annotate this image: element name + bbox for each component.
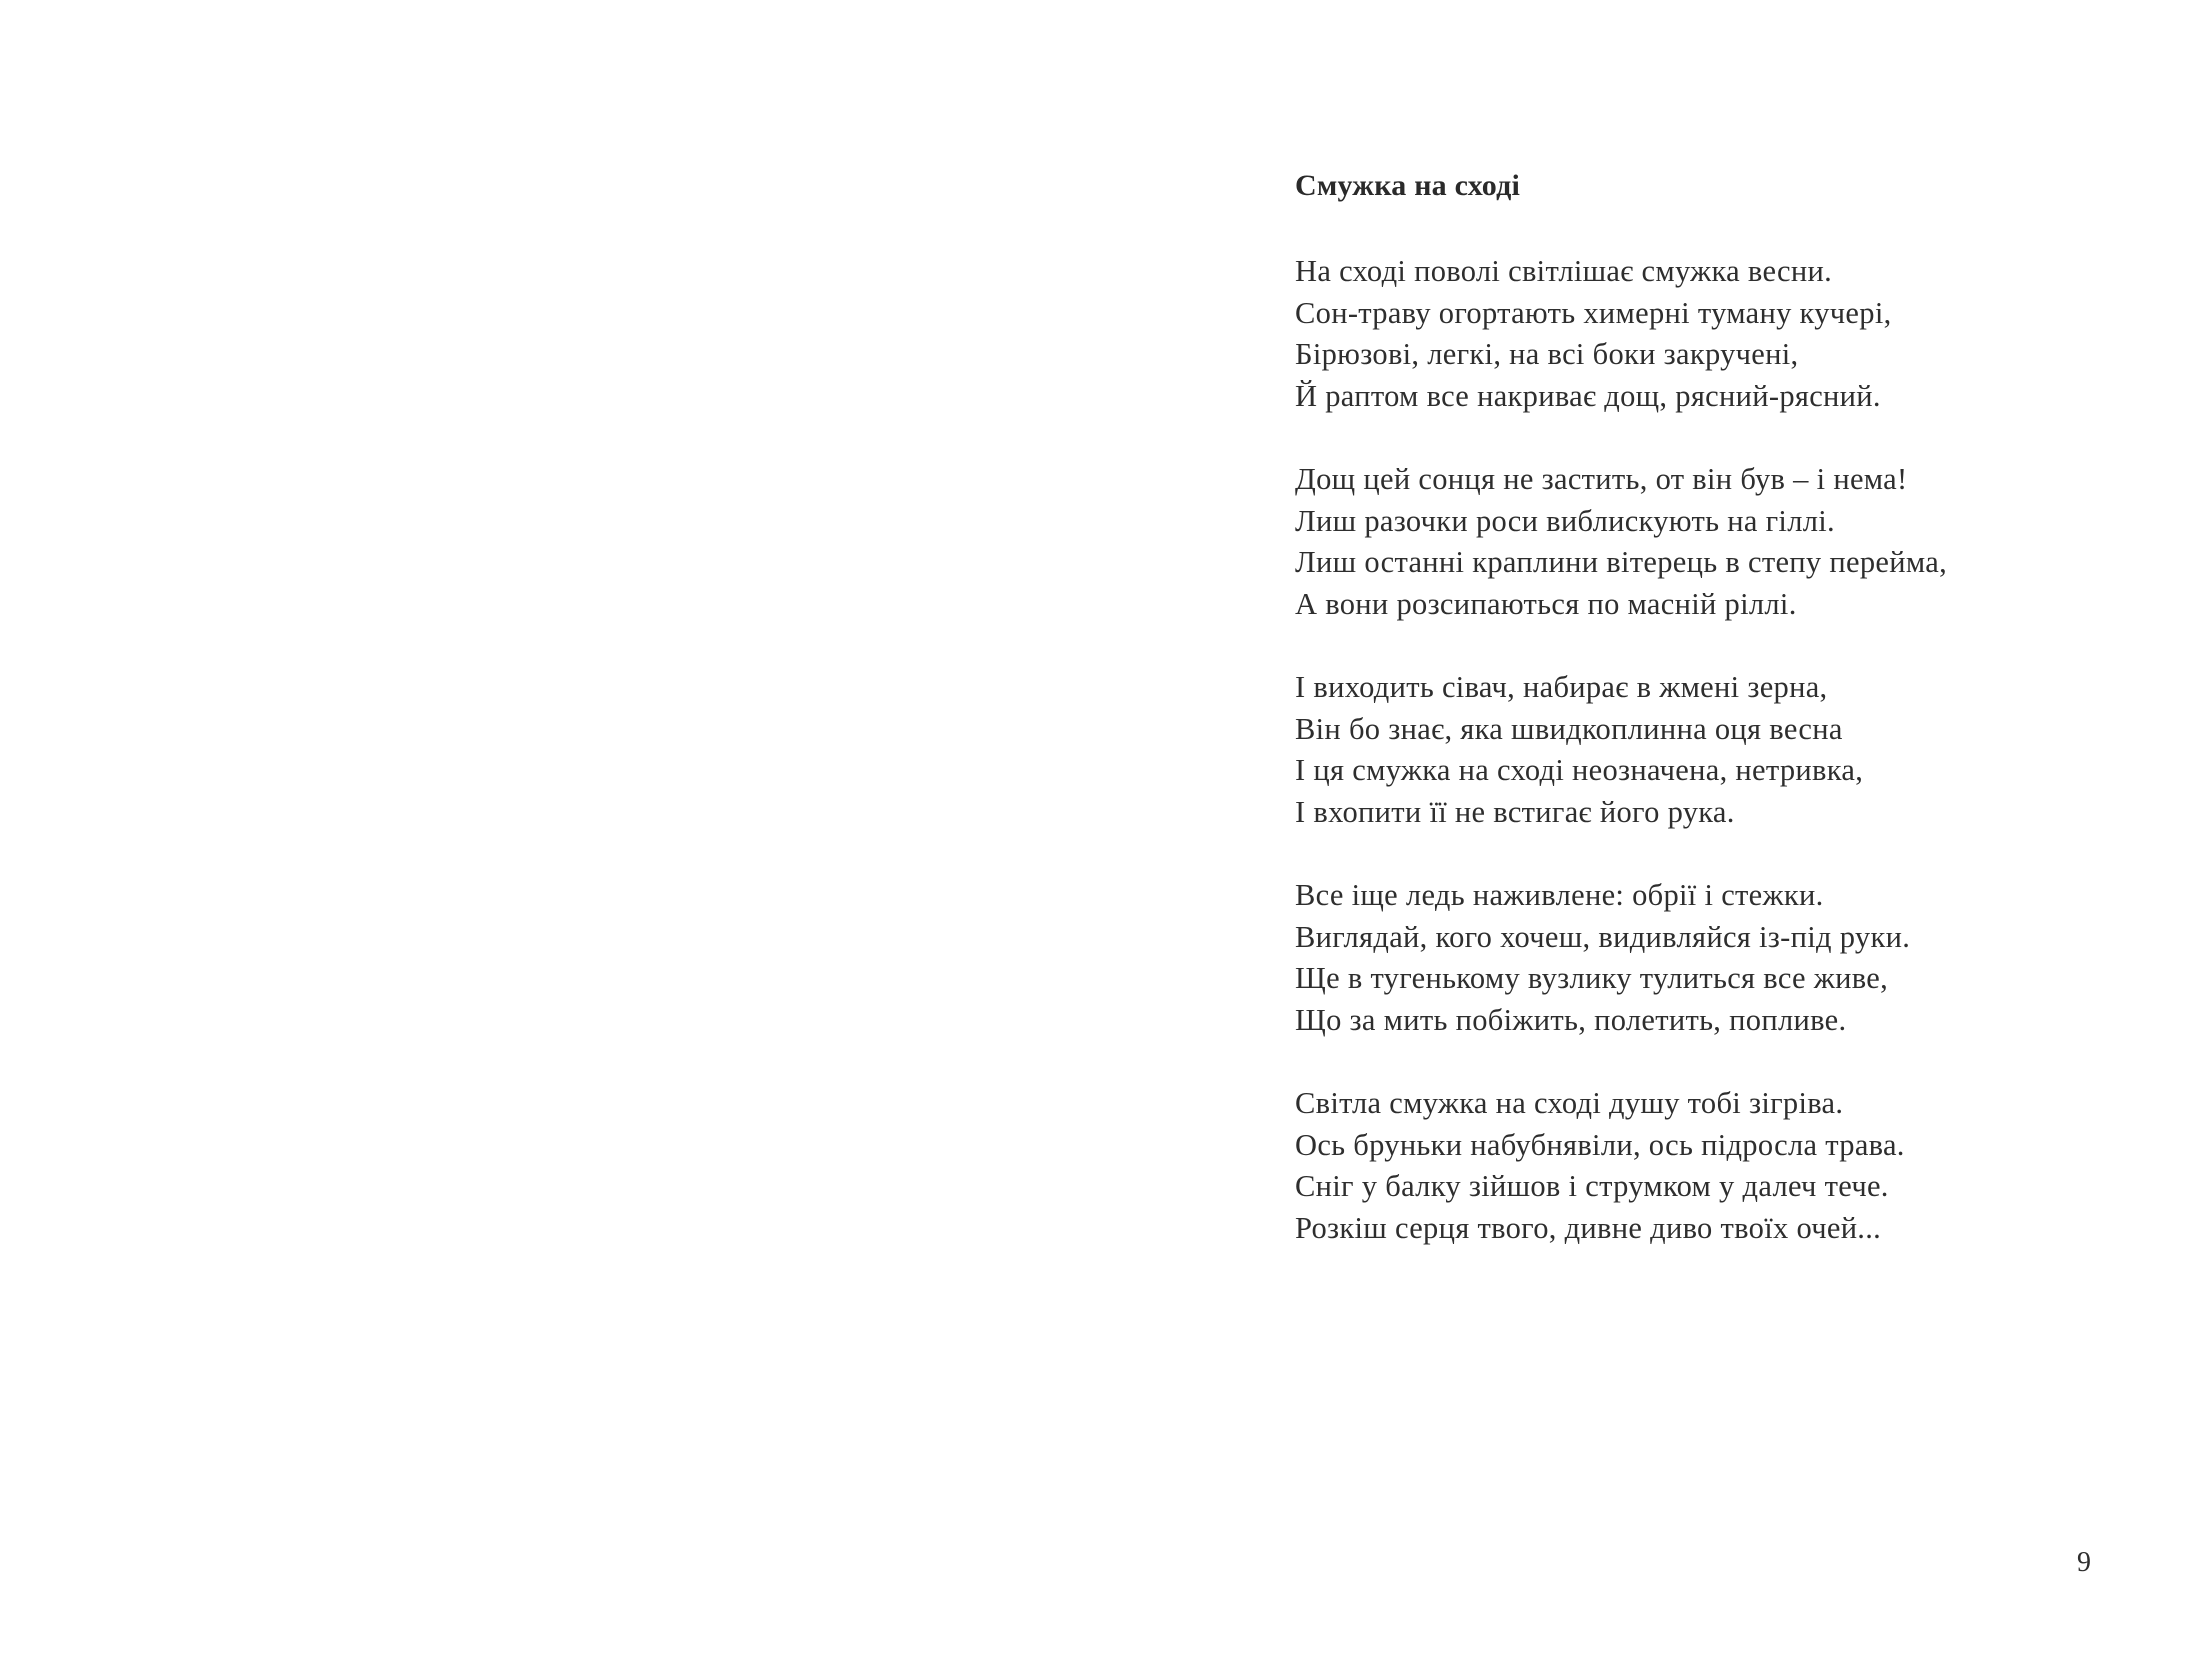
poem-line: Виглядай, кого хочеш, видивляйся із-під руки. — [1295, 919, 1911, 954]
stanza-1 — [1295, 251, 2095, 417]
stanza-4 — [1295, 875, 2095, 1041]
left-page-blank — [0, 0, 1102, 1654]
poem-line: Він бо знає, яка швидкоплинна оця весна — [1295, 711, 1843, 746]
stanza-5 — [1295, 1083, 2095, 1249]
poem-line: Все іще ледь наживлене: обрії і стежки. — [1295, 878, 1824, 912]
poem-line: Ще в тугенькому вузлику тулиться все живе, — [1295, 961, 1889, 995]
poem-line: І виходить сівач, набирає в жмені зерна, — [1295, 670, 1828, 704]
poem-line: І ця смужка на сході неозначена, нетривка, — [1295, 753, 1864, 787]
poem-line: Й раптом все накриває дощ, рясний-рясний. — [1295, 378, 1881, 413]
poem-line: А вони розсипаються по масній ріллі. — [1295, 586, 1797, 621]
poem-title: Смужка на сході — [1295, 169, 1520, 202]
poem-line: Що за мить побіжить, полетить, попливе. — [1295, 1002, 1847, 1037]
poem-line: Лиш разочки роси виблискують на гіллі. — [1295, 503, 1835, 538]
poem-line: Сніг у балку зійшов і струмком у далеч тече. — [1295, 1169, 1889, 1203]
poem-line: Дощ цей сонця не застить, от він був – і нема! — [1295, 462, 1908, 496]
poem-line: І вхопити її не встигає його рука. — [1295, 794, 1735, 829]
poem-line: Сон-траву огортають химерні туману кучері, — [1295, 295, 1892, 330]
poem-line: Ось бруньки набубнявіли, ось підросла трава. — [1295, 1127, 1905, 1162]
poem-line: Розкіш серця твого, дивне диво твоїх очей... — [1295, 1210, 1882, 1245]
page-number: 9 — [2077, 1547, 2091, 1578]
stanza-2 — [1295, 459, 2095, 625]
poem-line: Лиш останні краплини вітерець в степу перейма, — [1295, 545, 1948, 579]
poem-line: Світла смужка на сході душу тобі зігріва. — [1295, 1086, 1844, 1120]
poem — [1295, 165, 2095, 1291]
stanza-3 — [1295, 667, 2095, 833]
poem-line: Бірюзові, легкі, на всі боки закручені, — [1295, 337, 1799, 371]
poem-line: На сході поволі світлішає смужка весни. — [1295, 254, 1833, 288]
